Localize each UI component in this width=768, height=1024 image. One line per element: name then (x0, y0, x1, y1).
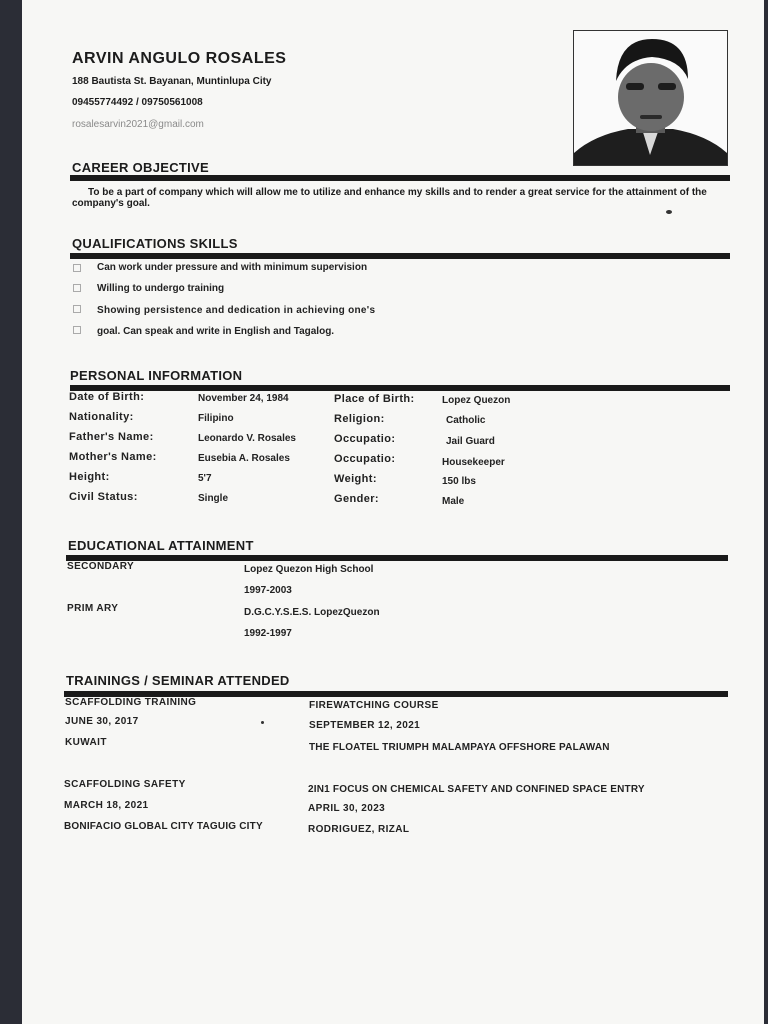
career-objective-heading: CAREER OBJECTIVE (72, 160, 209, 175)
training-place: KUWAIT (65, 737, 107, 748)
training-place: THE FLOATEL TRIUMPH MALAMPAYA OFFSHORE PALAWAN (309, 742, 610, 753)
place-of-birth-label: Place of Birth: (334, 393, 415, 405)
father-occupation-label: Occupatio: (334, 433, 396, 445)
school-years: 1997-2003 (244, 585, 292, 596)
phone-numbers: 09455774492 / 09750561008 (72, 97, 203, 108)
training-name: 2IN1 FOCUS ON CHEMICAL SAFETY AND CONFINED SPACE ENTRY (308, 784, 645, 795)
checkbox-bullet-icon (73, 326, 81, 334)
school-name: D.G.C.Y.S.E.S. LopezQuezon (244, 607, 380, 618)
father-name-value: Leonardo V. Rosales (198, 433, 296, 444)
school-name: Lopez Quezon High School (244, 564, 374, 575)
qualifications-heading: QUALIFICATIONS SKILLS (72, 236, 238, 251)
nationality-value: Filipino (198, 413, 234, 424)
height-value: 5'7 (198, 473, 212, 484)
resume-page (22, 0, 764, 1024)
gender-value: Male (442, 496, 465, 507)
school-years: 1992-1997 (244, 628, 292, 639)
training-date: APRIL 30, 2023 (308, 803, 386, 814)
civil-status-label: Civil Status: (69, 491, 138, 503)
civil-status-value: Single (198, 493, 229, 504)
dob-value: November 24, 1984 (198, 393, 289, 404)
applicant-name: ARVIN ANGULO ROSALES (72, 50, 287, 67)
address: 188 Bautista St. Bayanan, Muntinlupa City (72, 76, 272, 87)
trainings-heading: TRAININGS / SEMINAR ATTENDED (66, 673, 290, 688)
qualification-item: Willing to undergo training (97, 283, 225, 294)
training-name: FIREWATCHING COURSE (309, 700, 439, 711)
applicant-photo (573, 30, 728, 166)
height-label: Height: (69, 471, 110, 483)
personal-info-heading: PERSONAL INFORMATION (70, 368, 243, 383)
religion-label: Religion: (334, 413, 385, 425)
mother-occupation-value: Housekeeper (442, 457, 505, 468)
education-level: SECONDARY (67, 561, 135, 572)
training-date: SEPTEMBER 12, 2021 (309, 720, 421, 731)
checkbox-bullet-icon (73, 284, 81, 292)
place-of-birth-value: Lopez Quezon (442, 395, 511, 406)
training-place: RODRIGUEZ, RIZAL (308, 824, 410, 835)
education-heading: EDUCATIONAL ATTAINMENT (68, 538, 254, 553)
training-name: SCAFFOLDING TRAINING (65, 697, 197, 708)
dob-label: Date of Birth: (69, 391, 145, 403)
training-name: SCAFFOLDING SAFETY (64, 779, 186, 790)
weight-value: 150 lbs (442, 476, 476, 487)
father-occupation-value: Jail Guard (446, 436, 495, 447)
religion-value: Catholic (446, 415, 486, 426)
nationality-label: Nationality: (69, 411, 134, 423)
training-place: BONIFACIO GLOBAL CITY TAGUIG CITY (64, 821, 263, 832)
checkbox-bullet-icon (73, 305, 81, 313)
mother-name-value: Eusebia A. Rosales (198, 453, 290, 464)
section-rule (70, 175, 730, 181)
section-rule (70, 253, 730, 259)
section-rule (70, 385, 730, 391)
career-objective-text: To be a part of company which will allow me to utilize and enhance my skills and to render a great service for the attainment of the company's goal. (72, 187, 707, 209)
ink-mark (666, 210, 672, 214)
gender-label: Gender: (334, 493, 379, 505)
qualification-item: goal. Can speak and write in English and Tagalog. (97, 326, 335, 337)
education-level: PRIM ARY (67, 603, 119, 614)
training-date: JUNE 30, 2017 (65, 716, 139, 727)
email-address: rosalesarvin2021@gmail.com (72, 119, 204, 130)
weight-label: Weight: (334, 473, 377, 485)
section-rule (66, 555, 728, 561)
mother-occupation-label: Occupatio: (334, 453, 396, 465)
training-date: MARCH 18, 2021 (64, 800, 149, 811)
mother-name-label: Mother's Name: (69, 451, 157, 463)
qualification-item: Showing persistence and dedication in achieving one's (97, 305, 376, 316)
checkbox-bullet-icon (73, 264, 81, 272)
ink-mark (261, 721, 264, 724)
father-name-label: Father's Name: (69, 431, 154, 443)
qualification-item: Can work under pressure and with minimum supervision (97, 262, 368, 273)
